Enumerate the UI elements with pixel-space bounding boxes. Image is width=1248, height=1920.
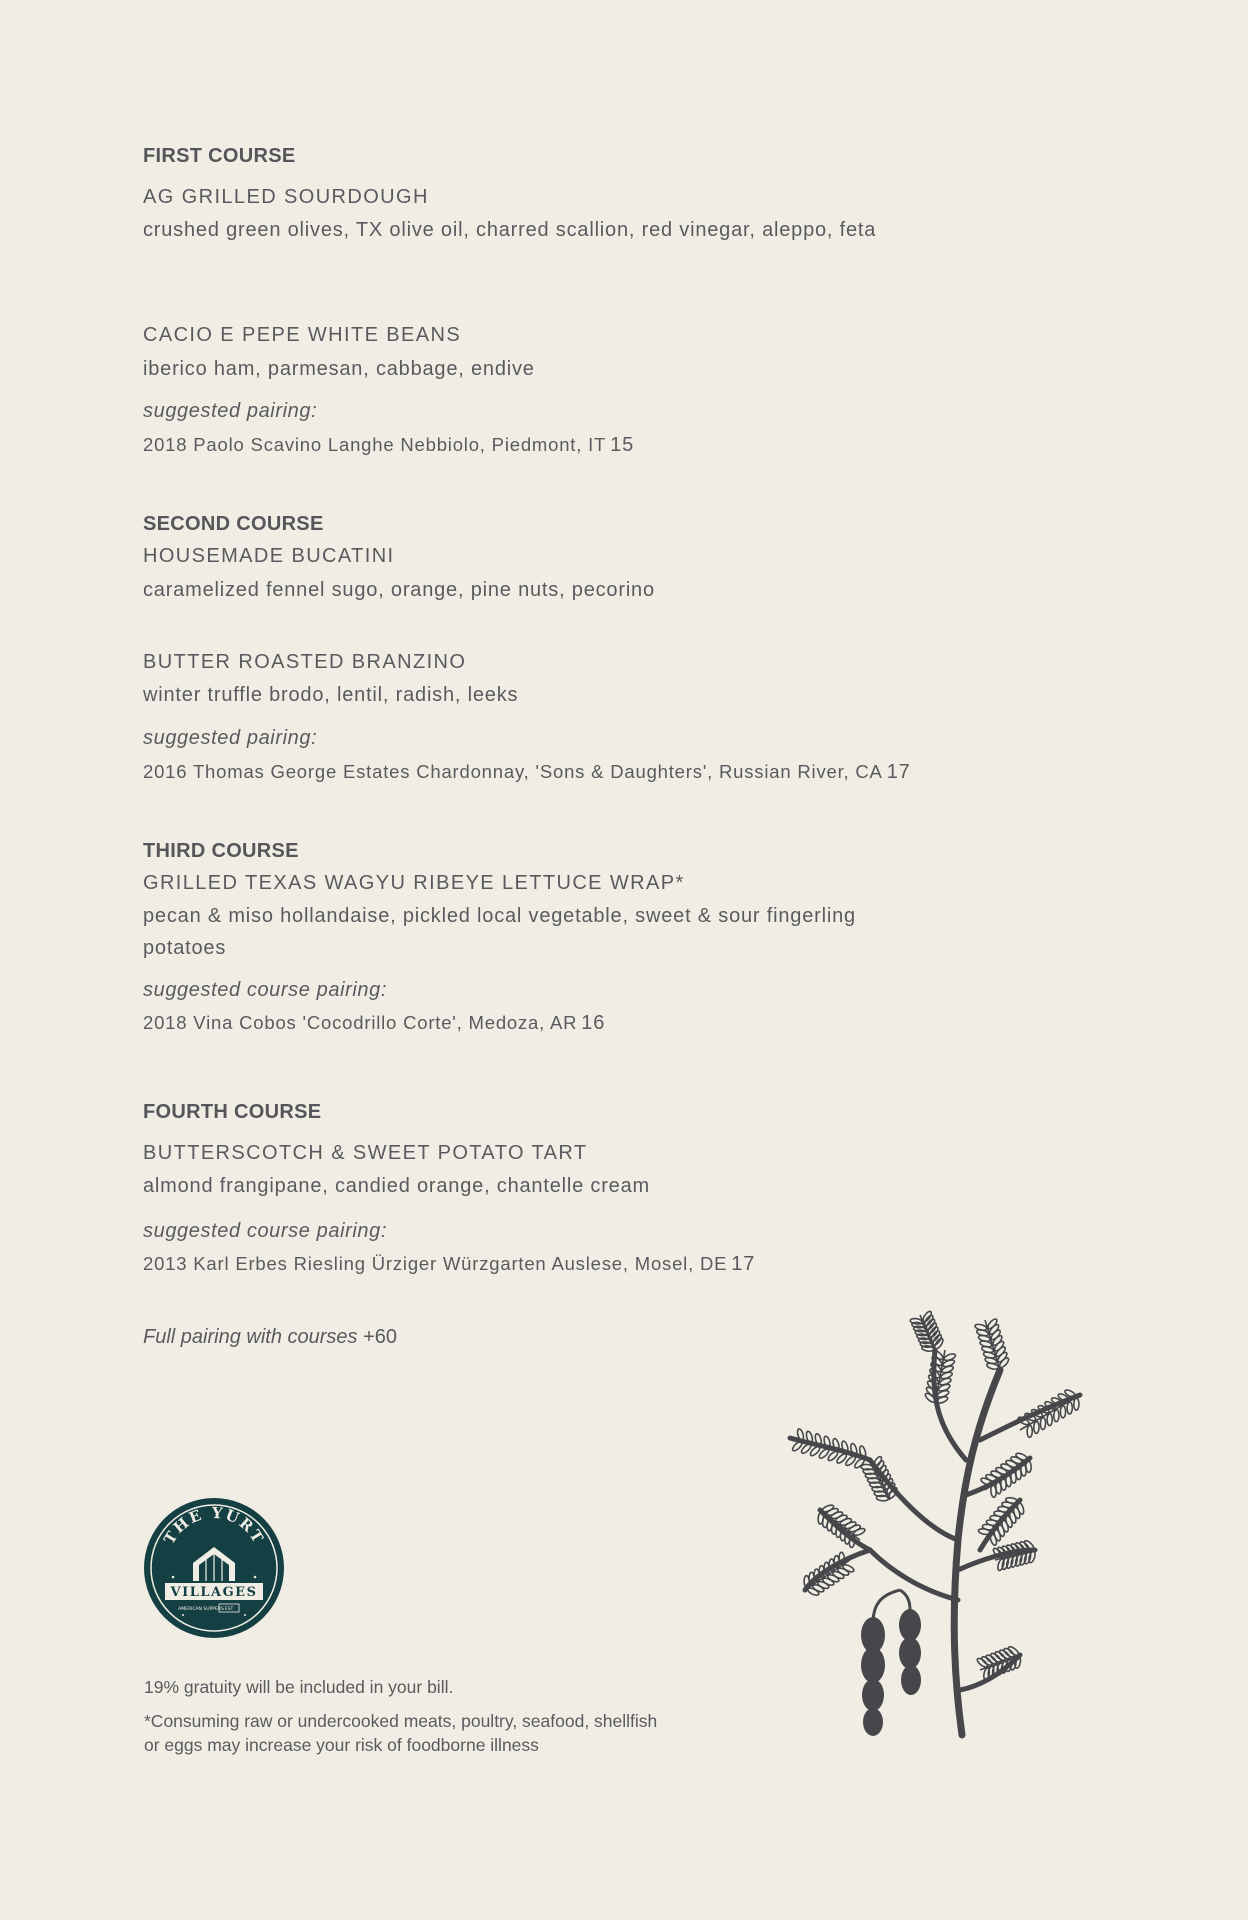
leaflet [1060, 1406, 1065, 1418]
pairing-label: suggested course pairing: [143, 1220, 388, 1242]
leaflet [1064, 1389, 1077, 1399]
dish-name-sourdough: AG GRILLED SOURDOUGH [143, 186, 429, 208]
botanical-branch-illustration [770, 1310, 1110, 1780]
third-course-title: THIRD COURSE [143, 840, 299, 862]
dish-desc-tart: almond frangipane, candied orange, chantelle cream [143, 1175, 650, 1197]
pairing-wine [143, 761, 911, 784]
leaflet [1040, 1417, 1045, 1429]
logo-year: EST [224, 1607, 234, 1612]
dish-name-tart: BUTTERSCOTCH & SWEET POTATO TART [143, 1142, 588, 1164]
dish-name-bucatini: HOUSEMADE BUCATINI [143, 545, 395, 567]
gratuity-note: 19% gratuity will be included in your bill. [144, 1677, 454, 1697]
leaflet [974, 1323, 987, 1331]
dish-name-white-beans: CACIO E PEPE WHITE BEANS [143, 324, 462, 346]
pairing-wine-name: 2013 Karl Erbes Riesling Ürziger Würzgarten Auslese, Mosel, DE [143, 1253, 728, 1274]
dish-desc-sourdough: crushed green olives, TX olive oil, charred scallion, red vinegar, aleppo, feta [143, 219, 877, 241]
pairing-wine-name: 2016 Thomas George Estates Chardonnay, 'Sons & Daughters', Russian River, CA [143, 761, 883, 782]
full-pairing [143, 1326, 397, 1349]
dish-desc-branzino: winter truffle brodo, lentil, radish, leeks [143, 684, 519, 706]
full-pairing-price: +60 [363, 1326, 398, 1348]
leaflet [1074, 1398, 1079, 1410]
full-pairing-label: Full pairing with courses [143, 1326, 358, 1348]
pairing-label: suggested pairing: [143, 727, 318, 749]
pairing-price: 17 [731, 1253, 756, 1275]
dish-desc-bucatini: caramelized fennel sugo, orange, pine nuts, pecorino [143, 579, 655, 601]
leaflet [989, 1533, 998, 1546]
pairing-wine-name: 2018 Paolo Scavino Langhe Nebbiolo, Piedmont, IT [143, 434, 607, 455]
pairing-label: suggested pairing: [143, 400, 318, 422]
dish-desc-wagyu: pecan & miso hollandaise, pickled local vegetable, sweet & sour fingerling potatoes [143, 905, 856, 959]
leaflet [1054, 1410, 1059, 1422]
pairing-label: suggested course pairing: [143, 979, 388, 1001]
leaflet [1067, 1402, 1072, 1414]
dish-name-branzino: BUTTER ROASTED BRANZINO [143, 651, 467, 673]
pairing-price: 16 [581, 1012, 606, 1034]
pairing-wine-name: 2018 Vina Cobos 'Cocodrillo Corte', Medoza, AR [143, 1012, 578, 1033]
pairing-price: 15 [610, 434, 635, 456]
leaflet [1047, 1414, 1052, 1426]
leaflet [978, 1528, 991, 1535]
leaflet [990, 1485, 996, 1497]
logo-tagline: AMERICAN SUPPERS [178, 1607, 224, 1612]
pairing-price: 17 [886, 761, 911, 783]
logo-text-top: THE YURT [160, 1503, 268, 1548]
leaflet [853, 1527, 866, 1536]
leaflet [861, 1464, 873, 1470]
leaflet [1034, 1421, 1039, 1433]
leaflet [986, 1318, 998, 1330]
leaflet [842, 1563, 855, 1573]
dish-desc-white-beans: iberico ham, parmesan, cabbage, endive [143, 358, 535, 380]
leaflet [980, 1477, 993, 1487]
dish-name-wagyu: GRILLED TEXAS WAGYU RIBEYE LETTUCE WRAP* [143, 872, 685, 894]
fourth-course-title: FOURTH COURSE [143, 1101, 322, 1123]
second-course-title: SECOND COURSE [143, 513, 324, 535]
yurt-villages-logo [143, 1497, 285, 1639]
logo-text-main: VILLAGES [170, 1585, 258, 1600]
leaflet [1027, 1425, 1032, 1437]
first-course-title: FIRST COURSE [143, 145, 296, 167]
leaflet [910, 1318, 923, 1325]
pairing-wine [143, 434, 634, 457]
pairing-wine [143, 1253, 755, 1276]
foodborne-warning: *Consuming raw or undercooked meats, poultry, seafood, shellfish or eggs may increase your risk of foodborne illness [144, 1711, 658, 1755]
pairing-wine [143, 1012, 605, 1035]
